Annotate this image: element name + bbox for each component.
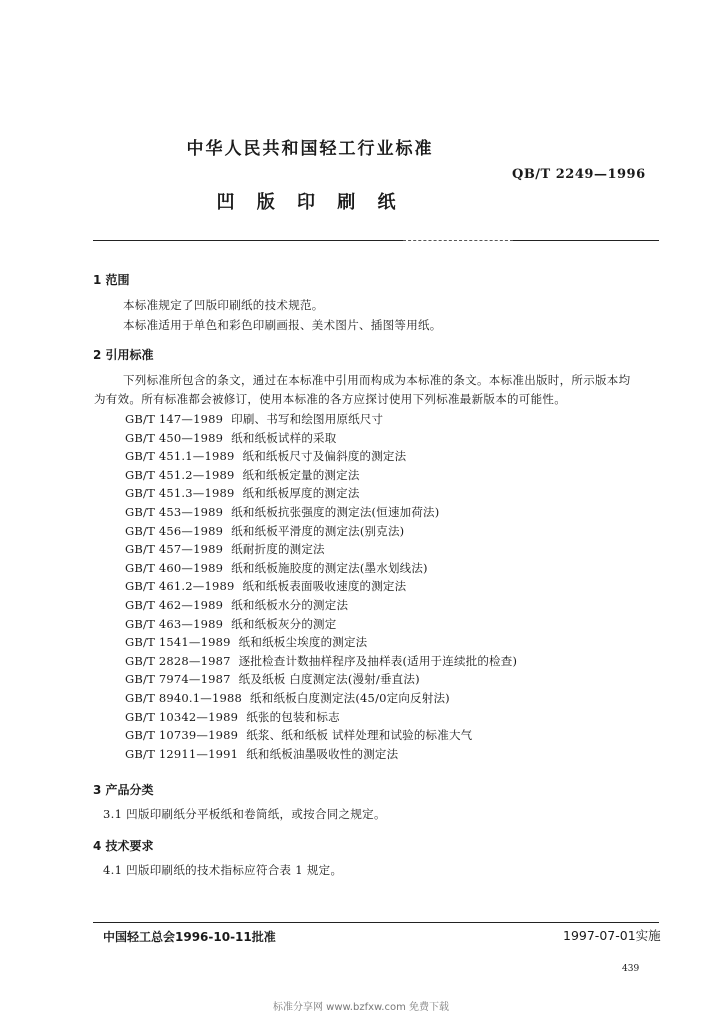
reference-item <box>125 504 439 520</box>
section-1-heading: 1 范围 <box>93 273 130 287</box>
reference-title: 纸张的包装和标志 <box>246 709 340 724</box>
reference-title: 纸和纸板水分的测定法 <box>231 598 349 612</box>
footer-rule <box>93 922 659 923</box>
reference-item <box>125 616 336 632</box>
reference-title: 纸和纸板抗张强度的测定法(恒速加荷法) <box>231 505 440 519</box>
reference-code: GB/T 147—1989 <box>125 412 224 426</box>
reference-item <box>125 578 406 594</box>
industry-standard-heading: 中华人民共和国轻工行业标准 <box>186 139 434 159</box>
reference-code: GB/T 462—1989 <box>125 598 224 612</box>
reference-item <box>125 485 360 501</box>
reference-code: GB/T 457—1989 <box>125 542 224 557</box>
reference-title: 纸和纸板灰分的测定 <box>231 616 337 631</box>
reference-item <box>125 690 450 706</box>
reference-code: GB/T 451.2—1989 <box>125 467 235 482</box>
approval-text: 中国轻工总会1996-10-11批准 <box>103 930 276 944</box>
reference-title: 纸和纸板表面吸收速度的测定法 <box>242 579 407 594</box>
reference-title: 纸和纸板厚度的测定法 <box>242 486 360 501</box>
reference-item <box>125 541 325 557</box>
watermark: 标准分享网 www.bzfxw.com 免费下载 <box>273 1002 449 1013</box>
reference-item <box>125 709 340 725</box>
clause-4-1: 4.1 凹版印刷纸的技术指标应符合表 1 规定。 <box>103 863 343 877</box>
reference-item <box>125 653 517 669</box>
header-rule-left <box>93 240 403 241</box>
reference-item <box>125 671 420 687</box>
header-rule-right <box>513 240 659 241</box>
reference-title: 纸和纸板油墨吸收性的测定法 <box>246 746 399 761</box>
reference-item <box>125 597 348 613</box>
section-1-paragraph-1: 本标准规定了凹版印刷纸的技术规范。 <box>123 298 324 312</box>
reference-code: GB/T 1541—1989 <box>125 635 231 650</box>
reference-title: 纸和纸板试样的采取 <box>231 430 337 445</box>
reference-code: GB/T 2828—1987 <box>125 653 231 668</box>
reference-code: GB/T 463—1989 <box>125 616 224 631</box>
reference-item <box>125 727 472 743</box>
reference-item <box>125 560 428 576</box>
implementation-text: 1997-07-01实施 <box>563 928 661 943</box>
reference-title: 纸和纸板平滑度的测定法(别克法) <box>231 523 405 538</box>
reference-title: 纸浆、纸和纸板 试样处理和试验的标准大气 <box>246 728 473 743</box>
reference-code: GB/T 7974—1987 <box>125 672 231 687</box>
standard-code: QB/T 2249—1996 <box>512 167 646 182</box>
reference-code: GB/T 451.1—1989 <box>125 449 235 464</box>
reference-title: 纸耐折度的测定法 <box>231 542 325 557</box>
reference-code: GB/T 453—1989 <box>125 505 224 519</box>
section-2-paragraph-2: 为有效。所有标准都会被修订，使用本标准的各方应探讨使用下列标准最新版本的可能性。 <box>94 392 566 406</box>
reference-code: GB/T 10342—1989 <box>125 709 239 724</box>
reference-title: 印刷、书写和绘图用原纸尺寸 <box>231 412 384 426</box>
section-4-heading: 4 技术要求 <box>93 839 154 853</box>
reference-title: 逐批检查计数抽样程序及抽样表(适用于连续批的检查) <box>238 653 518 668</box>
reference-item <box>125 634 367 650</box>
reference-code: GB/T 450—1989 <box>125 430 224 445</box>
document-title: 凹 版 印 刷 纸 <box>216 192 404 213</box>
section-2-heading: 2 引用标准 <box>93 348 154 362</box>
reference-code: GB/T 451.3—1989 <box>125 486 235 501</box>
reference-item <box>125 746 398 762</box>
reference-item <box>125 448 406 464</box>
reference-code: GB/T 461.2—1989 <box>125 579 235 594</box>
header-rule-dashed <box>403 240 513 241</box>
reference-title: 纸和纸板白度测定法(45/0定向反射法) <box>250 691 450 705</box>
section-3-heading: 3 产品分类 <box>93 783 154 797</box>
reference-item <box>125 523 404 539</box>
reference-code: GB/T 10739—1989 <box>125 728 239 743</box>
section-1-paragraph-2: 本标准适用于单色和彩色印刷画报、美术图片、插图等用纸。 <box>123 318 442 332</box>
reference-title: 纸和纸板定量的测定法 <box>242 467 360 482</box>
reference-code: GB/T 456—1989 <box>125 523 224 538</box>
page-number: 439 <box>622 964 640 974</box>
section-2-paragraph-1: 下列标准所包含的条文，通过在本标准中引用而构成为本标准的条文。本标准出版时，所示版本均 <box>123 373 631 387</box>
reference-item <box>125 411 383 427</box>
reference-code: GB/T 12911—1991 <box>125 746 239 761</box>
reference-title: 纸及纸板 白度测定法(漫射/垂直法) <box>238 672 420 687</box>
reference-title: 纸和纸板尺寸及偏斜度的测定法 <box>242 449 407 464</box>
clause-3-1: 3.1 凹版印刷纸分平板纸和卷筒纸，或按合同之规定。 <box>103 807 386 821</box>
reference-title: 纸和纸板尘埃度的测定法 <box>238 635 368 650</box>
reference-item <box>125 467 360 483</box>
reference-item <box>125 430 336 446</box>
reference-code: GB/T 8940.1—1988 <box>125 691 243 705</box>
reference-title: 纸和纸板施胶度的测定法(墨水划线法) <box>231 560 428 575</box>
reference-code: GB/T 460—1989 <box>125 560 224 575</box>
